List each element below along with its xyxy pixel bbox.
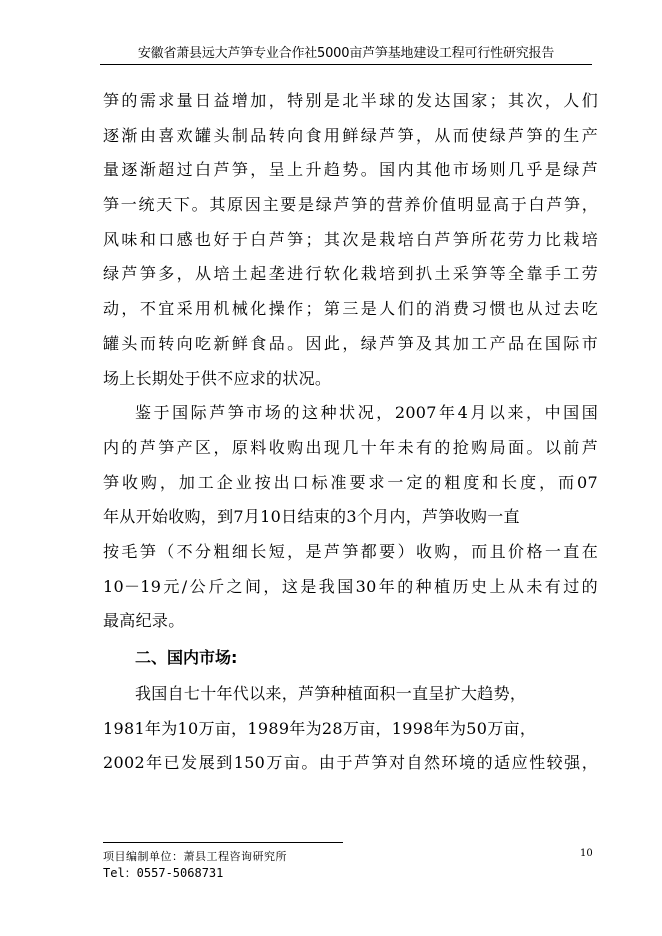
- section-heading-domestic-market: 二、国内市场:: [135, 648, 238, 667]
- paragraph-1-line-1: 笋的需求量日益增加，特别是北半球的发达国家；其次，人们: [103, 91, 598, 110]
- paragraph-1-line-8: 罐头而转向吃新鲜食品。因此，绿芦笋及其加工产品在国际市: [103, 333, 598, 353]
- paragraph-1-line-5: 风味和口感也好于白芦笋；其次是栽培白芦笋所花劳力比栽培: [103, 229, 598, 249]
- paragraph-3-line-3: 2002年已发展到150万亩。由于芦笋对自然环境的适应性较强，: [103, 753, 598, 773]
- paragraph-2-line-4: 年从开始收购，到7月10日结束的3个月内，芦笋收购一直: [103, 507, 520, 527]
- paragraph-1-line-3: 量逐渐超过白芦笋，呈上升趋势。国内其他市场则几乎是绿芦: [103, 160, 598, 180]
- paragraph-3-line-1: 我国自七十年代以来，芦笋种植面积一直呈扩大趋势，: [135, 684, 527, 703]
- footer-divider: [103, 842, 343, 843]
- paragraph-3-line-2: 1981年为10万亩，1989年为28万亩，1998年为50万亩，: [103, 718, 537, 738]
- paragraph-1-line-9: 场上长期处于供不应求的状况。: [103, 368, 332, 388]
- paragraph-2-line-6: 10－19元/公斤之间，这是我国30年的种植历史上从未有过的: [103, 576, 598, 596]
- paragraph-1-line-4: 笋一统天下。其原因主要是绿芦笋的营养价值明显高于白芦笋，: [103, 195, 598, 215]
- page-number: 10: [580, 848, 593, 859]
- paragraph-1-line-2: 逐渐由喜欢罐头制品转向食用鲜绿芦笋，从而使绿芦笋的生产: [103, 125, 598, 145]
- paragraph-2-line-5: 按毛笋（不分粗细长短，是芦笋都要）收购，而且价格一直在: [103, 541, 598, 561]
- paragraph-1-line-7: 动，不宜采用机械化操作；第三是人们的消费习惯也从过去吃: [103, 299, 598, 319]
- paragraph-1-line-6: 绿芦笋多，从培土起垄进行软化栽培到扒土采笋等全靠手工劳: [103, 264, 598, 284]
- document-header-title: 安徽省萧县远大芦笋专业合作社5000亩芦笋基地建设工程可行性研究报告: [137, 46, 555, 61]
- header-divider: [100, 64, 592, 65]
- paragraph-2-line-3: 笋收购，加工企业按出口标准要求一定的粗度和长度，而07: [103, 472, 598, 492]
- footer-compiling-unit: 项目编制单位：萧县工程咨询研究所: [103, 850, 287, 863]
- footer-telephone: Tel：0557-5068731: [103, 866, 224, 880]
- paragraph-2-line-2: 内的芦笋产区，原料收购出现几十年未有的抢购局面。以前芦: [103, 437, 598, 457]
- paragraph-2-line-7: 最高纪录。: [103, 611, 185, 631]
- paragraph-2-line-1: 鉴于国际芦笋市场的这种状况，2007年4月以来，中国国: [135, 403, 598, 423]
- document-body: [103, 84, 598, 781]
